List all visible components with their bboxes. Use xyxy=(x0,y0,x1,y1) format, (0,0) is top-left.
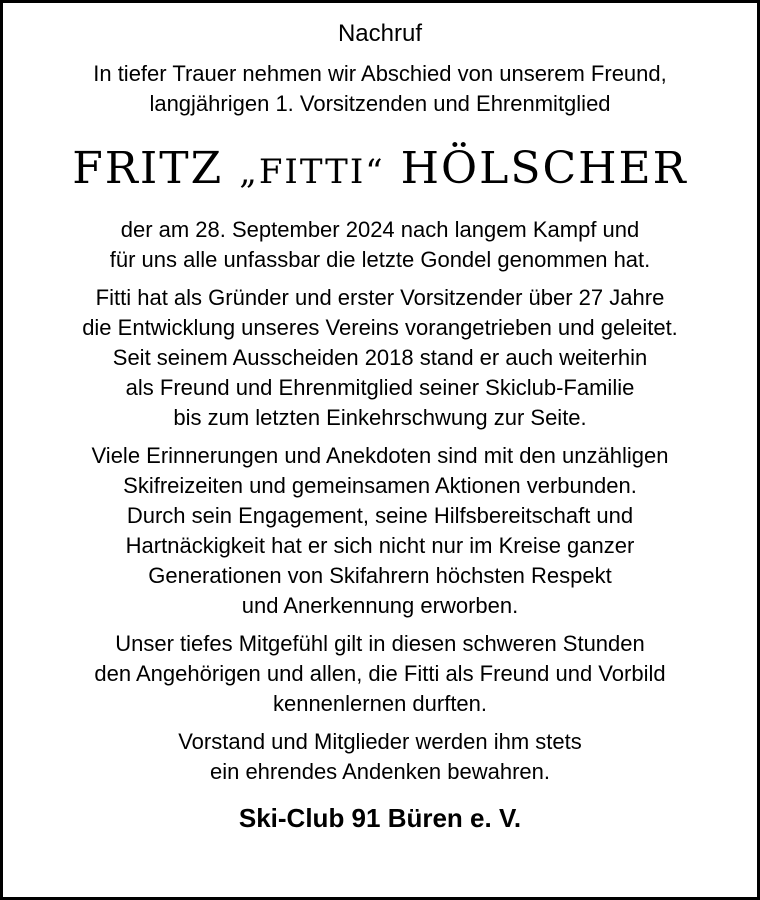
paragraph-line: und Anerkennung erworben. xyxy=(241,593,519,618)
intro-line: In tiefer Trauer nehmen wir Abschied von unserem Freund, xyxy=(93,61,667,86)
paragraph-founder xyxy=(3,283,757,433)
paragraph-line: Viele Erinnerungen und Anekdoten sind mit den unzähligen xyxy=(91,443,669,468)
paragraph-line: Hartnäckigkeit hat er sich nicht nur im Kreise ganzer xyxy=(125,533,635,558)
paragraph-line: ein ehrendes Andenken bewahren. xyxy=(209,759,551,784)
paragraph-line: Durch sein Engagement, seine Hilfsbereitschaft und xyxy=(126,503,634,528)
paragraph-line: den Angehörigen und allen, die Fitti als Freund und Vorbild xyxy=(94,661,666,686)
paragraph-line: Generationen von Skifahrern höchsten Respekt xyxy=(148,563,612,588)
obituary-content xyxy=(3,3,757,835)
paragraph-line: als Freund und Ehrenmitglied seiner Skiclub-Familie xyxy=(125,375,635,400)
notice-title: Nachruf xyxy=(337,20,423,47)
intro-text xyxy=(3,59,757,119)
paragraph-line: der am 28. September 2024 nach langem Kampf und xyxy=(120,217,640,242)
paragraph-line: die Entwicklung unseres Vereins vorangetrieben und geleitet. xyxy=(82,315,678,340)
intro-line: langjährigen 1. Vorsitzenden und Ehrenmitglied xyxy=(149,91,611,116)
deceased-name xyxy=(3,129,757,209)
paragraph-line: kennenlernen durften. xyxy=(272,691,488,716)
club-signature: Ski-Club 91 Büren e. V. xyxy=(238,803,522,833)
paragraph-line: Unser tiefes Mitgefühl gilt in diesen schweren Stunden xyxy=(115,631,645,656)
paragraph-line: Vorstand und Mitglieder werden ihm stets xyxy=(178,729,582,754)
paragraph-line: Seit seinem Ausscheiden 2018 stand er auch weiterhin xyxy=(112,345,648,370)
paragraph-condolence xyxy=(3,629,757,719)
name-first: FRITZ xyxy=(72,143,224,194)
paragraph-line: bis zum letzten Einkehrschwung zur Seite. xyxy=(173,405,587,430)
paragraph-line: Fitti hat als Gründer und erster Vorsitzender über 27 Jahre xyxy=(95,285,665,310)
paragraph-passing xyxy=(3,215,757,275)
paragraph-line: Skifreizeiten und gemeinsamen Aktionen verbunden. xyxy=(123,473,637,498)
paragraph-line: für uns alle unfassbar die letzte Gondel genommen hat. xyxy=(109,247,651,272)
paragraph-memories xyxy=(3,441,757,621)
paragraph-remembrance xyxy=(3,727,757,787)
name-nickname: „FITTI“ xyxy=(239,152,385,192)
name-last: HÖLSCHER xyxy=(400,143,688,194)
